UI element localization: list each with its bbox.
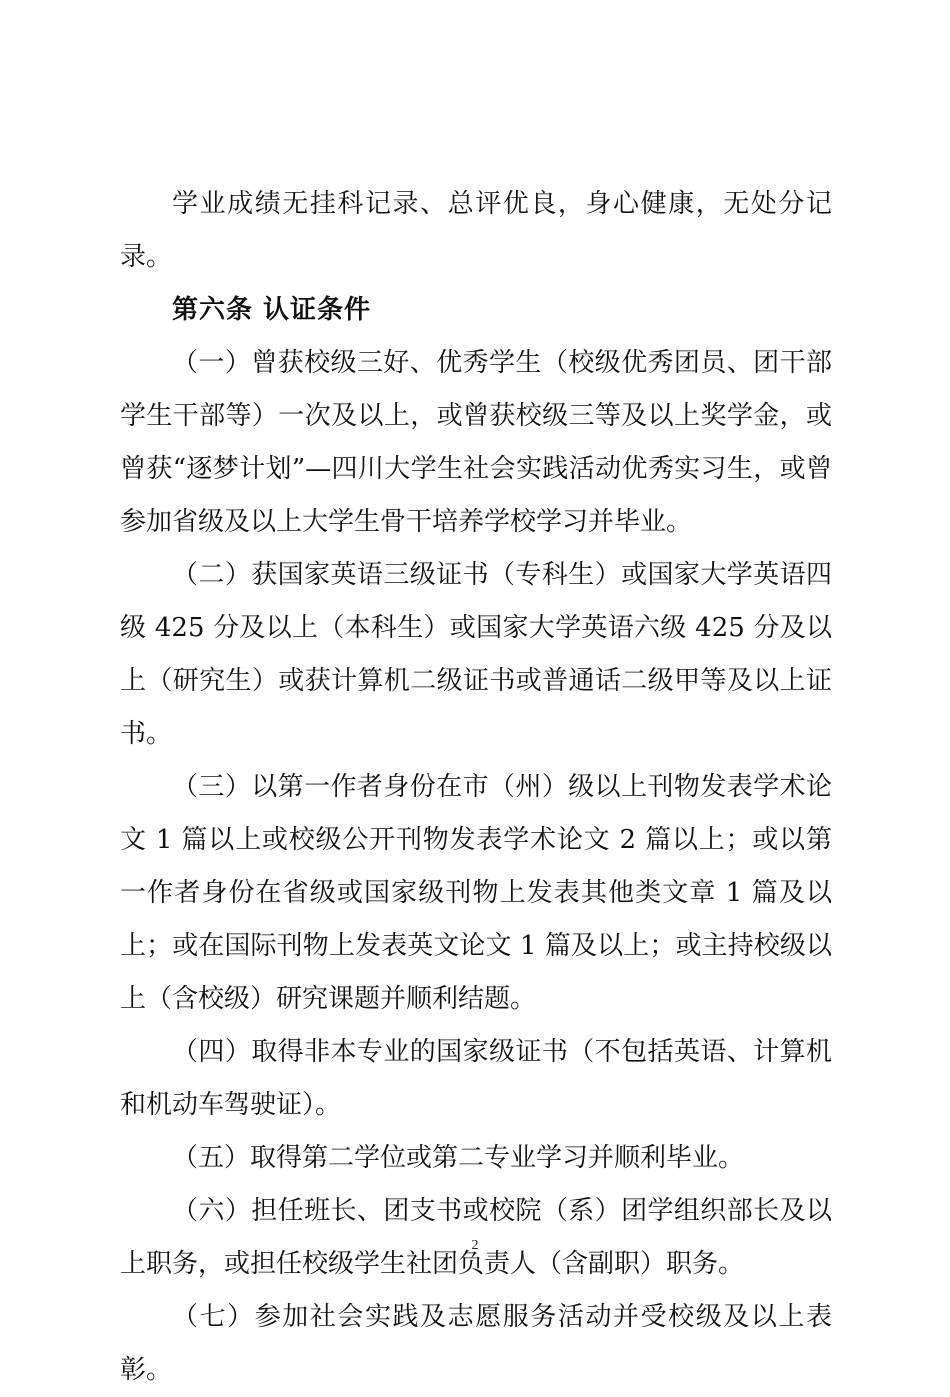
condition-item-3: （三）以第一作者身份在市（州）级以上刊物发表学术论文 1 篇以上或校级公开刊物发表学术论文 2 篇以上；或以第一作者身份在省级或国家级刊物上发表其他类文章 1 篇及以上；或在国际刊物上发表英文论文 1 篇及以上；或主持校级以上（含校级）研究课题并顺利结题。 <box>120 772 832 1014</box>
condition-item-1: （一）曾获校级三好、优秀学生（校级优秀团员、团干部学生干部等）一次及以上，或曾获校级三等及以上奖学金，或曾获“逐梦计划”—四川大学生社会实践活动优秀实习生，或曾参加省级及以上大学生骨干培养学校学习并毕业。 <box>120 348 832 537</box>
condition-item-7: （七）参加社会实践及志愿服务活动并受校级及以上表彰。 <box>120 1302 832 1385</box>
document-body <box>120 178 832 1397</box>
condition-item-6: （六）担任班长、团支书或校院（系）团学组织部长及以上职务，或担任校级学生社团负责人（含副职）职务。 <box>120 1196 832 1279</box>
page-number: 2 <box>471 1238 479 1253</box>
condition-item-5: （五）取得第二学位或第二专业学习并顺利毕业。 <box>172 1143 745 1173</box>
condition-item-4: （四）取得非本专业的国家级证书（不包括英语、计算机和机动车驾驶证）。 <box>120 1037 832 1120</box>
article-heading: 第六条 认证条件 <box>172 295 372 325</box>
condition-item-2: （二）获国家英语三级证书（专科生）或国家大学英语四级 425 分及以上（本科生）或国家大学英语六级 425 分及以上（研究生）或获计算机二级证书或普通话二级甲等及以上证书。 <box>120 560 832 749</box>
paragraph-continuation: 学业成绩无挂科记录、总评优良，身心健康，无处分记录。 <box>120 189 832 272</box>
